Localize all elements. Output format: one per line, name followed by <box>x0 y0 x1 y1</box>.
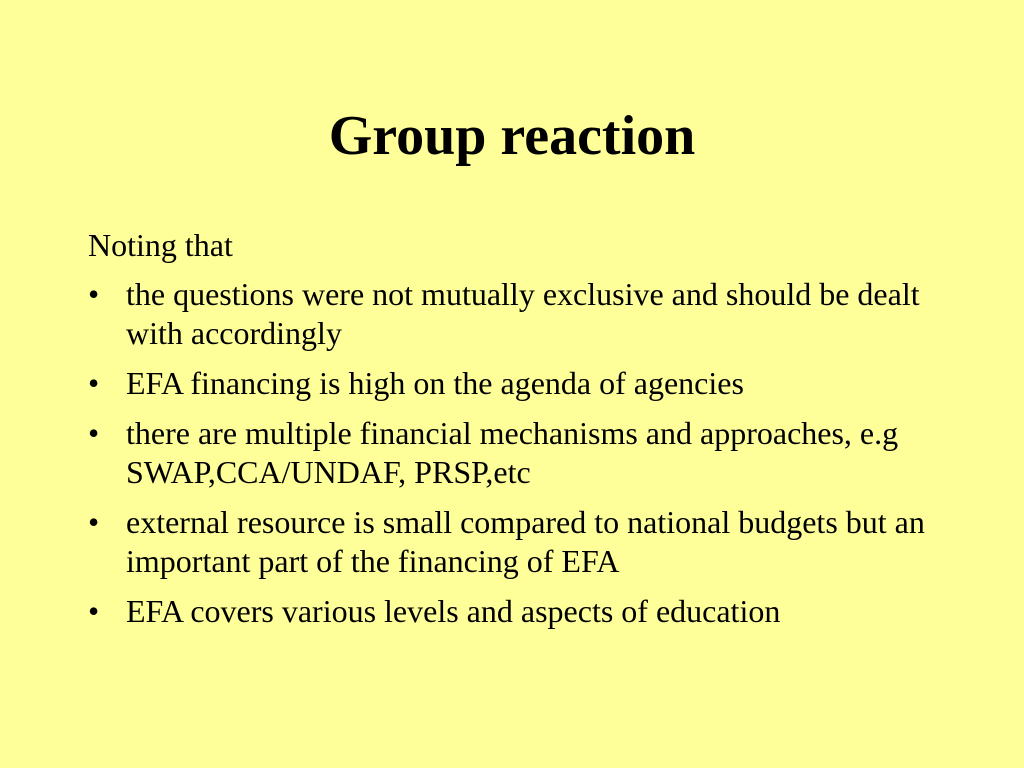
bullet-marker: • <box>88 276 100 312</box>
slide-body <box>88 226 968 642</box>
slide-title: Group reaction <box>328 105 696 167</box>
bullet-marker: • <box>88 593 100 629</box>
bullet-text: there are multiple financial mechanisms and approaches, e.g SWAP,CCA/UNDAF, PRSP,etc <box>126 415 899 490</box>
bullet-item <box>88 592 968 631</box>
bullet-item <box>88 414 968 492</box>
bullet-marker: • <box>88 504 100 540</box>
bullet-marker: • <box>88 415 100 451</box>
bullet-text: the questions were not mutually exclusive and should be dealt with accordingly <box>126 276 920 351</box>
bullet-item <box>88 275 968 353</box>
bullet-list <box>88 275 968 631</box>
bullet-text: EFA covers various levels and aspects of education <box>126 593 781 629</box>
intro-text: Noting that <box>88 227 233 263</box>
bullet-marker: • <box>88 365 100 401</box>
bullet-item <box>88 364 968 403</box>
bullet-text: EFA financing is high on the agenda of agencies <box>126 365 744 401</box>
bullet-text: external resource is small compared to national budgets but an important part of the financing of EFA <box>126 504 925 579</box>
bullet-item <box>88 503 968 581</box>
